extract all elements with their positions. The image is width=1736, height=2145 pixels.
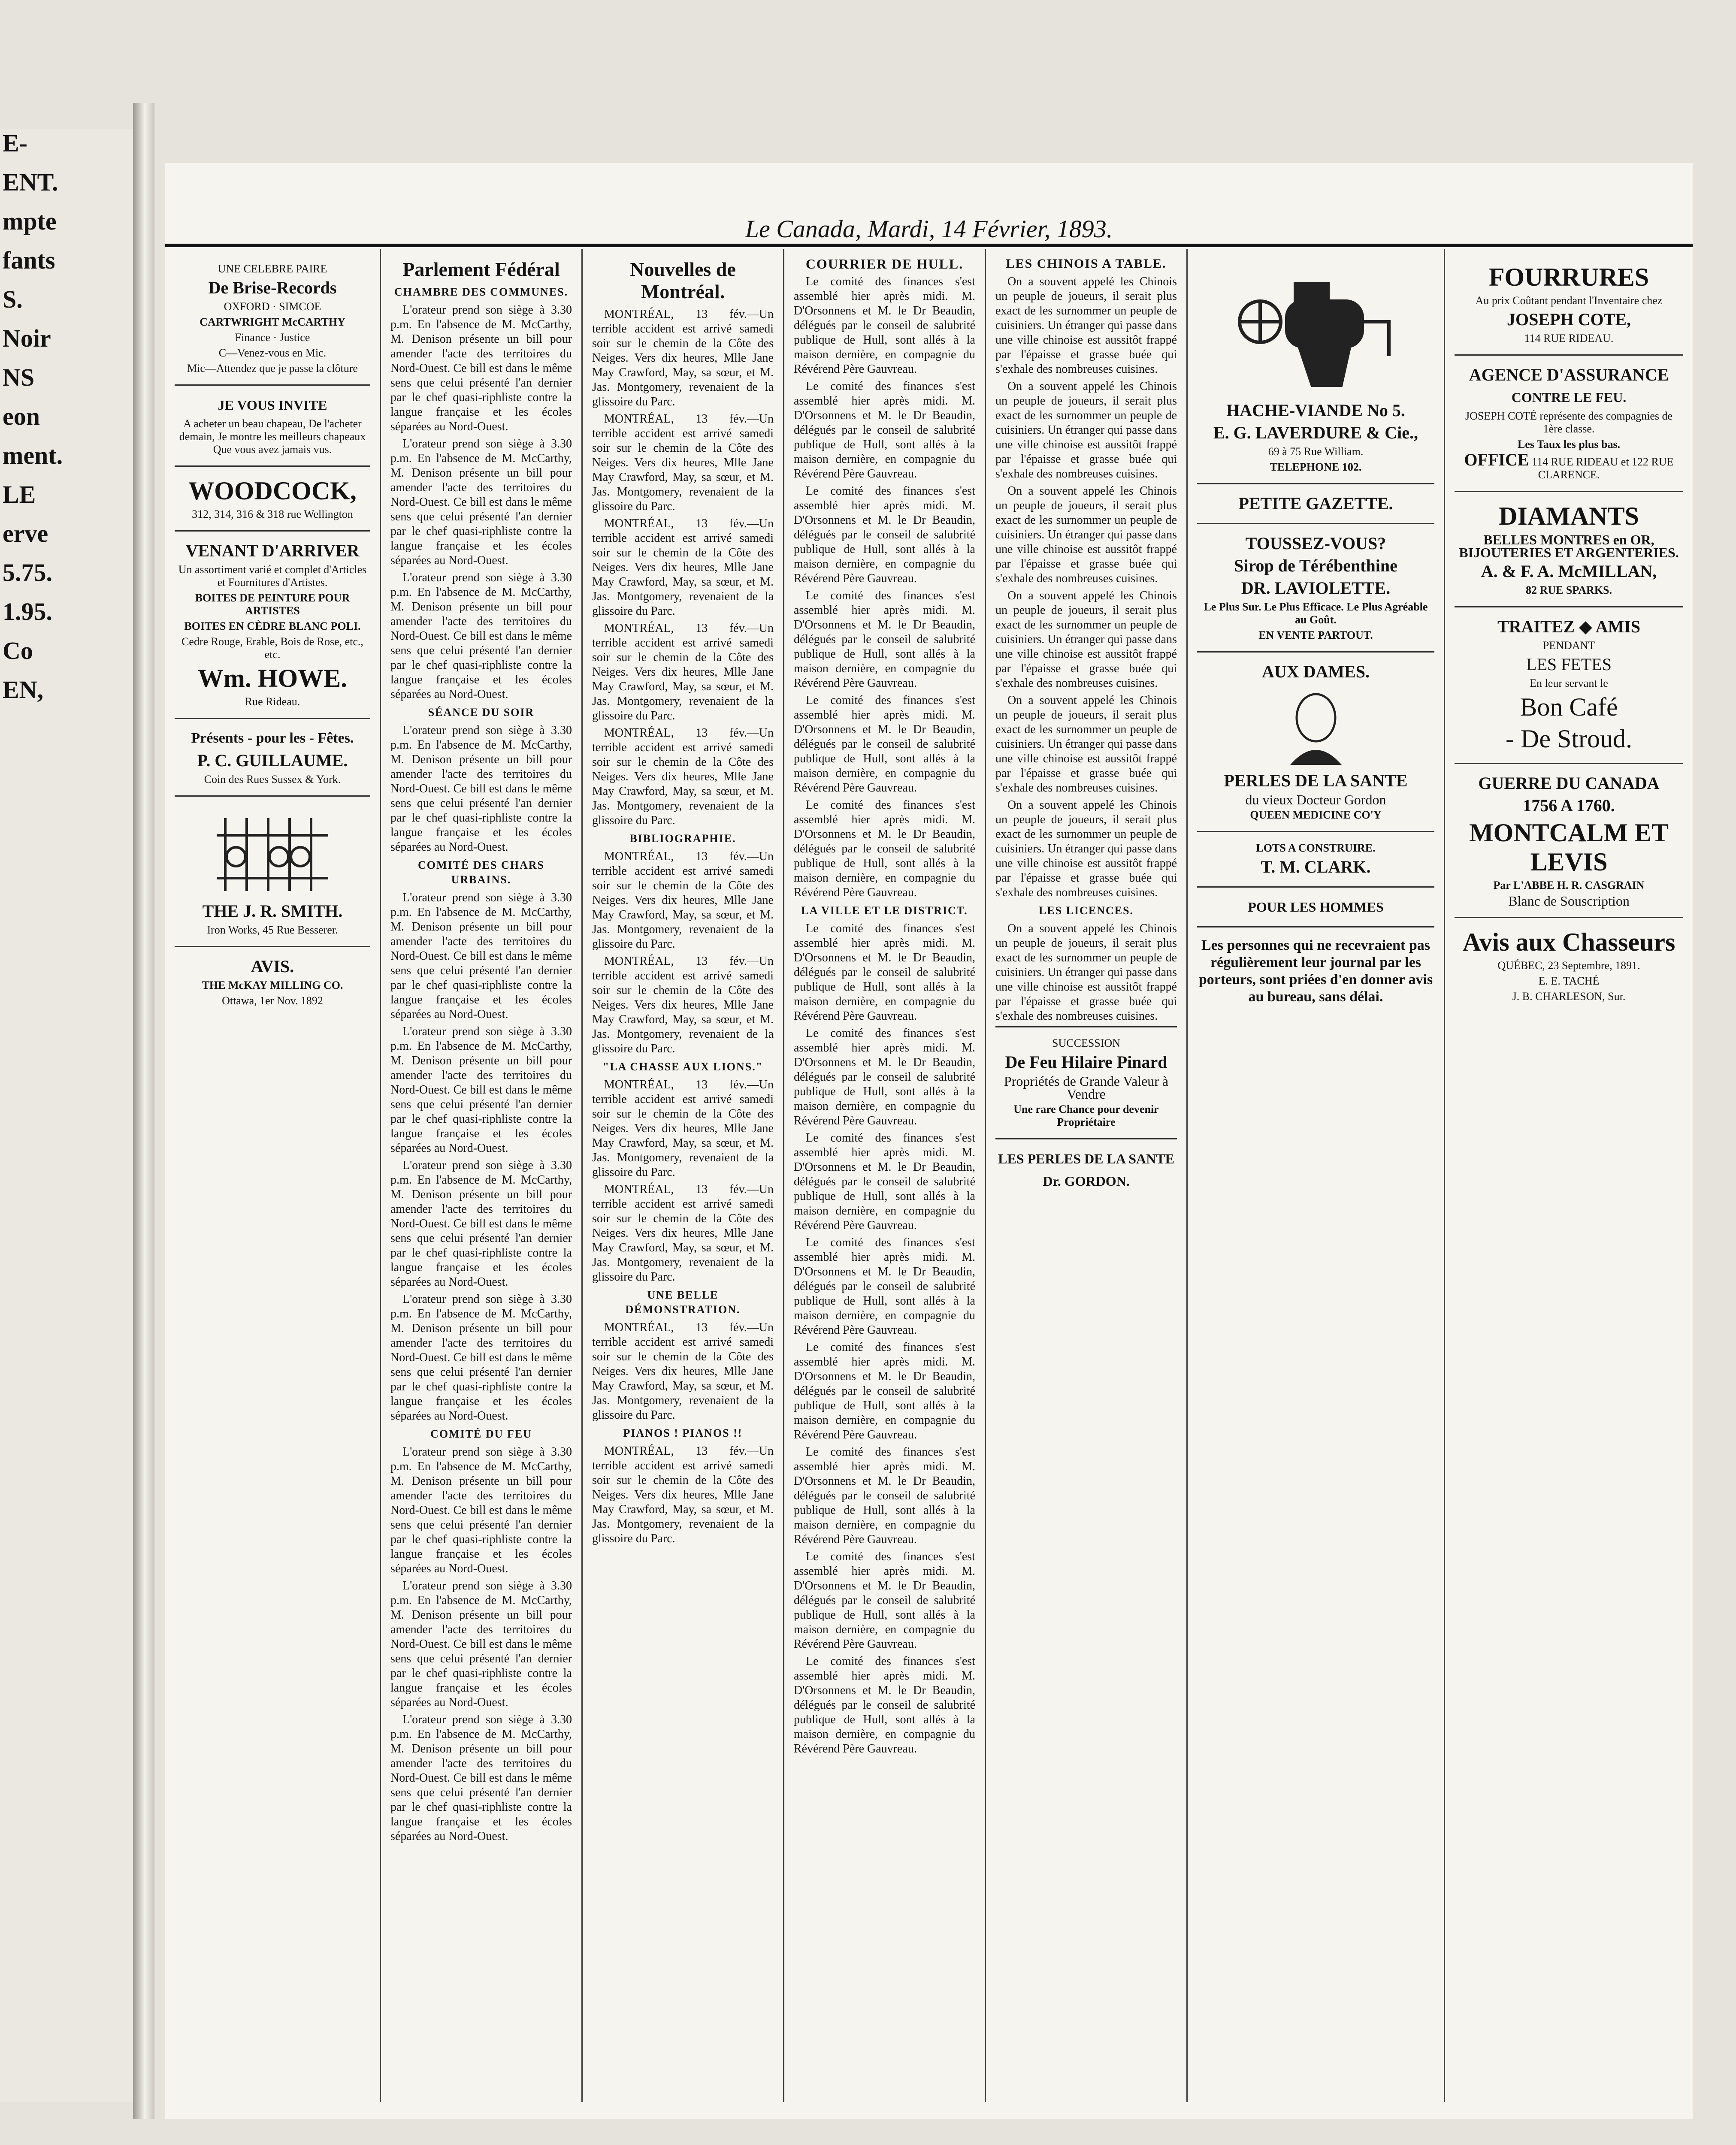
article-text: Le comité des finances s'est assemblé hier après midi. M. D'Orsonnens et M. le Dr Beaudin, délégués par le conseil de salubrité publique de Hull, sont allés à la maison dernière, en compagnie du Révérend Père Gauvreau.	[794, 1341, 975, 1441]
ad-title: POUR LES HOMMES	[1248, 899, 1384, 915]
ad-title: DR. LAVIOLETTE.	[1241, 578, 1391, 598]
ad-title: A. & F. A. McMILLAN,	[1481, 562, 1657, 581]
strip-text: Co	[3, 637, 33, 665]
ad-text: Cedre Rouge, Erable, Bois de Rose, etc., etc.	[181, 635, 363, 661]
strip-text: S.	[3, 285, 23, 313]
ad-cafe-stroud	[1455, 607, 1683, 764]
ad-howe	[175, 532, 370, 719]
article-text: MONTRÉAL, 13 fév.—Un terrible accident est arrivé samedi soir sur le chemin de la Côte des Neiges. Vers dix heures, Mlle Jane May Crawford, May, sa sœur, et M. Jas. Montgomery, revenaient de la glissoire du Parc.	[592, 622, 774, 722]
meat-grinder-icon	[1234, 266, 1397, 395]
ad-title: Sirop de Térébenthine	[1234, 556, 1397, 575]
strip-text: NS	[3, 363, 35, 391]
article-text: L'orateur prend son siège à 3.30 p.m. En l'absence de M. McCarthy, M. Denison présente un bill pour amender l'acte des territoires du Nord-Ouest. Ce bill est dans le même sens que celui présenté l'an dernier par le chef quasi-riphliste contre la langue française et les écoles séparées au Nord-Ouest.	[390, 303, 572, 433]
ad-text: 114 RUE RIDEAU.	[1524, 332, 1614, 344]
ad-text: du vieux Docteur Gordon	[1245, 792, 1386, 807]
strip-text: Noir	[3, 324, 51, 352]
subheading: CHAMBRE DES COMMUNES.	[394, 286, 569, 298]
article-text: On a souvent appelé les Chinois un peuple de joueurs, il serait plus exact de les surnommer un peuple de cuisiniers. Un étranger qui passe dans une ville chinoise est aussitôt frappé par l'épaisse et grasse buée qui s'exhale des nombreuses cuisines.	[995, 484, 1177, 585]
ad-title: LES FETES	[1526, 655, 1612, 674]
ad-text: 82 RUE SPARKS.	[1525, 584, 1612, 596]
column-ads-middle	[1186, 249, 1444, 2102]
notice-subscribers	[1197, 927, 1434, 1015]
strip-text: mpte	[3, 207, 57, 235]
ad-laviolette	[1197, 524, 1434, 653]
ad-mckay	[175, 947, 370, 1017]
article-text: MONTRÉAL, 13 fév.—Un terrible accident est arrivé samedi soir sur le chemin de la Côte des Neiges. Vers dix heures, Mlle Jane May Crawford, May, sa sœur, et M. Jas. Montgomery, revenaient de la glissoire du Parc.	[592, 1078, 774, 1179]
article-text: MONTRÉAL, 13 fév.—Un terrible accident est arrivé samedi soir sur le chemin de la Côte des Neiges. Vers dix heures, Mlle Jane May Crawford, May, sa sœur, et M. Jas. Montgomery, revenaient de la glissoire du Parc.	[592, 517, 774, 618]
adjacent-page-edge	[0, 129, 133, 2102]
ad-text: QUEEN MEDICINE CO'Y	[1250, 809, 1382, 821]
ad-text: BOITES EN CÈDRE BLANC POLI.	[184, 620, 361, 632]
ad-title: TRAITEZ	[1497, 617, 1575, 636]
ad-title: MONTCALM ET LEVIS	[1469, 819, 1669, 876]
ad-assurance	[1455, 356, 1683, 492]
ad-text: E. E. TACHÉ	[1538, 975, 1600, 987]
ad-text: Finance	[235, 331, 270, 344]
ad-title: OFFICE	[1464, 450, 1529, 469]
ad-text: 312, 314, 316 & 318 rue Wellington	[192, 508, 353, 520]
article-text: L'orateur prend son siège à 3.30 p.m. En l'absence de M. McCarthy, M. Denison présente un bill pour amender l'acte des territoires du Nord-Ouest. Ce bill est dans le même sens que celui présenté l'an dernier par le chef quasi-riphliste contre la langue française et les écoles séparées au Nord-Ouest.	[390, 1445, 572, 1575]
ad-text: 114 RUE RIDEAU et 122 RUE CLARENCE.	[1532, 456, 1674, 481]
article-text: Le comité des finances s'est assemblé hier après midi. M. D'Orsonnens et M. le Dr Beaudin, délégués par le conseil de salubrité publique de Hull, sont allés à la maison dernière, en compagnie du Révérend Père Gauvreau.	[794, 380, 975, 480]
ad-fourrures	[1455, 253, 1683, 356]
ad-text	[175, 316, 370, 329]
ad-text: QUÉBEC, 23 Septembre, 1891.	[1497, 959, 1640, 972]
ad-hats	[175, 386, 370, 467]
section-heading: LES CHINOIS A TABLE.	[1006, 257, 1167, 271]
ad-guillaume	[175, 719, 370, 797]
article-text: On a souvent appelé les Chinois un peuple de joueurs, il serait plus exact de les surnommer un peuple de cuisiniers. Un étranger qui passe dans une ville chinoise est aussitôt frappé par l'épaisse et grasse buée qui s'exhale des nombreuses cuisines.	[995, 275, 1177, 376]
article-text: MONTRÉAL, 13 fév.—Un terrible accident est arrivé samedi soir sur le chemin de la Côte des Neiges. Vers dix heures, Mlle Jane May Crawford, May, sa sœur, et M. Jas. Montgomery, revenaient de la glissoire du Parc.	[592, 726, 774, 827]
article-text: Le comité des finances s'est assemblé hier après midi. M. D'Orsonnens et M. le Dr Beaudin, délégués par le conseil de salubrité publique de Hull, sont allés à la maison dernière, en compagnie du Révérend Père Gauvreau.	[794, 1445, 975, 1546]
article-text: L'orateur prend son siège à 3.30 p.m. En l'absence de M. McCarthy, M. Denison présente un bill pour amender l'acte des territoires du Nord-Ouest. Ce bill est dans le même sens que celui présenté l'an dernier par le chef quasi-riphliste contre la langue française et les écoles séparées au Nord-Ouest.	[390, 1293, 572, 1423]
article-text: MONTRÉAL, 13 fév.—Un terrible accident est arrivé samedi soir sur le chemin de la Côte des Neiges. Vers dix heures, Mlle Jane May Crawford, May, sa sœur, et M. Jas. Montgomery, revenaient de la glissoire du Parc.	[592, 412, 774, 513]
ad-text: 69 à 75 Rue William.	[1268, 445, 1364, 458]
ad-diamants	[1455, 492, 1683, 607]
article-text: Le comité des finances s'est assemblé hier après midi. M. D'Orsonnens et M. le Dr Beaudin, délégués par le conseil de salubrité publique de Hull, sont allés à la maison dernière, en compagnie du Révérend Père Gauvreau.	[794, 922, 975, 1023]
ad-title: TOUSSEZ-VOUS?	[1245, 534, 1386, 553]
ad-text: Par L'ABBE H. R. CASGRAIN	[1493, 879, 1645, 891]
ad-text: Rue Rideau.	[245, 695, 300, 708]
article-text: On a souvent appelé les Chinois un peuple de joueurs, il serait plus exact de les surnommer un peuple de cuisiniers. Un étranger qui passe dans une ville chinoise est aussitôt frappé par l'épaisse et grasse buée qui s'exhale des nombreuses cuisines.	[995, 798, 1177, 899]
article-text: On a souvent appelé les Chinois un peuple de joueurs, il serait plus exact de les surnommer un peuple de cuisiniers. Un étranger qui passe dans une ville chinoise est aussitôt frappé par l'épaisse et grasse buée qui s'exhale des nombreuses cuisines.	[995, 694, 1177, 795]
ad-montcalm-levis	[1455, 764, 1683, 918]
ad-text: J. B. CHARLESON, Sur.	[1512, 990, 1626, 1003]
ad-text: CARTWRIGHT	[200, 316, 279, 328]
ad-title: JE VOUS INVITE	[218, 397, 327, 413]
ad-text: BOITES DE PEINTURE POUR ARTISTES	[195, 592, 350, 617]
ad-text: EN VENTE PARTOUT.	[1258, 629, 1373, 641]
page-fold-shadow	[133, 103, 154, 2119]
notice-text: Les personnes qui ne recevraient pas régulièrement leur journal par les porteurs, sont priées d'en donner avis au bureau, sans délai.	[1198, 937, 1433, 1005]
ad-title: 1756 A 1760.	[1523, 796, 1615, 815]
ad-title: AMIS	[1595, 617, 1641, 636]
ad-title: DIAMANTS	[1499, 502, 1639, 530]
strip-text: E-	[3, 129, 27, 157]
subheading: BIBLIOGRAPHIE.	[629, 832, 736, 845]
section-heading: Parlement Fédéral	[402, 258, 560, 280]
article-text: L'orateur prend son siège à 3.30 p.m. En l'absence de M. McCarthy, M. Denison présente un bill pour amender l'acte des territoires du Nord-Ouest. Ce bill est dans le même sens que celui présenté l'an dernier par le chef quasi-riphliste contre la langue française et les écoles séparées au Nord-Ouest.	[390, 571, 572, 701]
subheading: LES LICENCES.	[1038, 904, 1134, 917]
strip-text: eon	[3, 402, 40, 430]
ad-petite-gazette	[1197, 484, 1434, 524]
strip-text: LE	[3, 480, 36, 508]
iron-fence-icon	[208, 810, 337, 895]
ad-brise-records	[175, 253, 370, 386]
ad-title: De Brise-Records	[208, 278, 337, 297]
ad-title: TRAITEZ ◆ AMIS	[1497, 617, 1641, 636]
strip-text: ment.	[3, 441, 63, 469]
ad-title: T. M. CLARK.	[1261, 857, 1371, 876]
ad-text: McCARTHY	[282, 316, 345, 328]
article-text: Le comité des finances s'est assemblé hier après midi. M. D'Orsonnens et M. le Dr Beaudin, délégués par le conseil de salubrité publique de Hull, sont allés à la maison dernière, en compagnie du Révérend Père Gauvreau.	[794, 1236, 975, 1337]
ad-title: AUX DAMES.	[1261, 662, 1370, 681]
article-text: L'orateur prend son siège à 3.30 p.m. En l'absence de M. McCarthy, M. Denison présente un bill pour amender l'acte des territoires du Nord-Ouest. Ce bill est dans le même sens que celui présenté l'an dernier par le chef quasi-riphliste contre la langue française et les écoles séparées au Nord-Ouest.	[390, 1159, 572, 1289]
ad-hache-viande	[1197, 253, 1434, 484]
ad-title: Wm. HOWE.	[197, 664, 348, 692]
article-text: Le comité des finances s'est assemblé hier après midi. M. D'Orsonnens et M. le Dr Beaudin, délégués par le conseil de salubrité publique de Hull, sont allés à la maison dernière, en compagnie du Révérend Père Gauvreau.	[794, 1550, 975, 1651]
ad-text: JOSEPH COTÉ représente des compagnies de 1ère classe.	[1465, 410, 1673, 435]
ad-title: HACHE-VIANDE No 5.	[1226, 401, 1405, 420]
ad-title: JOSEPH COTE,	[1507, 310, 1631, 329]
article-text: MONTRÉAL, 13 fév.—Un terrible accident est arrivé samedi soir sur le chemin de la Côte des Neiges. Vers dix heures, Mlle Jane May Crawford, May, sa sœur, et M. Jas. Montgomery, revenaient de la glissoire du Parc.	[592, 1444, 774, 1545]
ad-title: AVIS.	[251, 957, 294, 976]
column-ads-left	[165, 249, 380, 2102]
ad-title: CONTRE LE FEU.	[1511, 390, 1627, 405]
article-text: L'orateur prend son siège à 3.30 p.m. En l'absence de M. McCarthy, M. Denison présente un bill pour amender l'acte des territoires du Nord-Ouest. Ce bill est dans le même sens que celui présenté l'an dernier par le chef quasi-riphliste contre la langue française et les écoles séparées au Nord-Ouest.	[390, 437, 572, 567]
ad-title: Présents - pour les - Fêtes.	[191, 730, 354, 746]
subheading: SÉANCE DU SOIR	[428, 706, 535, 719]
lady-portrait-icon	[1282, 688, 1350, 765]
article-text: L'orateur prend son siège à 3.30 p.m. En l'absence de M. McCarthy, M. Denison présente un bill pour amender l'acte des territoires du Nord-Ouest. Ce bill est dans le même sens que celui présenté l'an dernier par le chef quasi-riphliste contre la langue française et les écoles séparées au Nord-Ouest.	[390, 1025, 572, 1155]
article-text: Le comité des finances s'est assemblé hier après midi. M. D'Orsonnens et M. le Dr Beaudin, délégués par le conseil de salubrité publique de Hull, sont allés à la maison dernière, en compagnie du Révérend Père Gauvreau.	[794, 694, 975, 795]
ad-text: BELLES MONTRES en OR, BIJOUTERIES ET ARGENTERIES.	[1459, 532, 1679, 560]
ad-text: Blanc de Souscription	[1508, 893, 1630, 909]
article-text: On a souvent appelé les Chinois un peuple de joueurs, il serait plus exact de les surnommer un peuple de cuisiniers. Un étranger qui passe dans une ville chinoise est aussitôt frappé par l'épaisse et grasse buée qui s'exhale des nombreuses cuisines.	[995, 922, 1177, 1023]
subheading: COMITÉ DES CHARS URBAINS.	[418, 859, 544, 886]
ad-text: OXFORD · SIMCOE	[224, 300, 321, 313]
ad-succession-pinard	[995, 1026, 1177, 1139]
ad-text: Un assortiment varié et complet d'Articles et Fournitures d'Artistes.	[178, 563, 367, 589]
strip-text: 1.95.	[3, 598, 52, 625]
newspaper-page	[165, 163, 1693, 2119]
section-heading: Nouvelles de Montréal.	[630, 258, 736, 302]
ad-title: VENANT D'ARRIVER	[185, 541, 360, 560]
ad-text: En leur servant le	[1530, 677, 1608, 689]
strip-text: fants	[3, 246, 55, 274]
ad-text: Finance · Justice	[235, 331, 310, 344]
ad-text	[1455, 450, 1683, 481]
article-text: L'orateur prend son siège à 3.30 p.m. En l'absence de M. McCarthy, M. Denison présente un bill pour amender l'acte des territoires du Nord-Ouest. Ce bill est dans le même sens que celui présenté l'an dernier par le chef quasi-riphliste contre la langue française et les écoles séparées au Nord-Ouest.	[390, 1713, 572, 1843]
subheading: COMITÉ DU FEU	[430, 1428, 532, 1440]
ad-text: Au prix Coûtant pendant l'Inventaire chez	[1475, 294, 1663, 307]
ad-title: GUERRE DU CANADA	[1478, 773, 1660, 793]
column-hull	[783, 249, 985, 2102]
masthead-rule	[165, 244, 1693, 247]
column-ads-right	[1444, 249, 1693, 2102]
ad-perles-sante	[995, 1139, 1177, 1200]
ad-text: Propriétés de Grande Valeur à Vendre	[1004, 1073, 1169, 1102]
ad-title: FOURRURES	[1488, 263, 1649, 291]
ad-text: Une rare Chance pour devenir Propriétaire	[1013, 1103, 1159, 1128]
article-text: Le comité des finances s'est assemblé hier après midi. M. D'Orsonnens et M. le Dr Beaudin, délégués par le conseil de salubrité publique de Hull, sont allés à la maison dernière, en compagnie du Révérend Père Gauvreau.	[794, 1027, 975, 1127]
strip-text: ENT.	[3, 168, 58, 196]
ad-title: THE J. R. SMITH.	[202, 901, 343, 921]
strip-text: EN,	[3, 676, 44, 704]
ad-text: Ottawa, 1er Nov. 1892	[222, 994, 323, 1007]
ad-title: Bon Café	[1520, 693, 1618, 721]
ad-text: TELEPHONE 102.	[1270, 461, 1362, 473]
column-parlement	[380, 249, 581, 2102]
ad-title: P. C. GUILLAUME.	[197, 751, 348, 770]
ad-text: LOTS A CONSTRUIRE.	[1256, 842, 1376, 854]
ad-smith	[175, 797, 370, 947]
article-text: Le comité des finances s'est assemblé hier après midi. M. D'Orsonnens et M. le Dr Beaudin, délégués par le conseil de salubrité publique de Hull, sont allés à la maison dernière, en compagnie du Révérend Père Gauvreau.	[794, 275, 975, 376]
ad-text: Les Taux les plus bas.	[1517, 438, 1621, 450]
ad-title: Dr. GORDON.	[1043, 1173, 1130, 1189]
article-text: L'orateur prend son siège à 3.30 p.m. En l'absence de M. McCarthy, M. Denison présente un bill pour amender l'acte des territoires du Nord-Ouest. Ce bill est dans le même sens que celui présenté l'an dernier par le chef quasi-riphliste contre la langue française et les écoles séparées au Nord-Ouest.	[390, 724, 572, 854]
article-text: MONTRÉAL, 13 fév.—Un terrible accident est arrivé samedi soir sur le chemin de la Côte des Neiges. Vers dix heures, Mlle Jane May Crawford, May, sa sœur, et M. Jas. Montgomery, revenaient de la glissoire du Parc.	[592, 850, 774, 951]
ad-text: C—Venez-vous en Mic.	[218, 347, 327, 359]
article-text: L'orateur prend son siège à 3.30 p.m. En l'absence de M. McCarthy, M. Denison présente un bill pour amender l'acte des territoires du Nord-Ouest. Ce bill est dans le même sens que celui présenté l'an dernier par le chef quasi-riphliste contre la langue française et les écoles séparées au Nord-Ouest.	[390, 891, 572, 1021]
ad-title: E. G. LAVERDURE & Cie.,	[1213, 423, 1418, 442]
article-text: Le comité des finances s'est assemblé hier après midi. M. D'Orsonnens et M. le Dr Beaudin, délégués par le conseil de salubrité publique de Hull, sont allés à la maison dernière, en compagnie du Révérend Père Gauvreau.	[794, 484, 975, 585]
article-text: MONTRÉAL, 13 fév.—Un terrible accident est arrivé samedi soir sur le chemin de la Côte des Neiges. Vers dix heures, Mlle Jane May Crawford, May, sa sœur, et M. Jas. Montgomery, revenaient de la glissoire du Parc.	[592, 955, 774, 1055]
article-text: MONTRÉAL, 13 fév.—Un terrible accident est arrivé samedi soir sur le chemin de la Côte des Neiges. Vers dix heures, Mlle Jane May Crawford, May, sa sœur, et M. Jas. Montgomery, revenaient de la glissoire du Parc.	[592, 1183, 774, 1284]
ad-perles-dames	[1197, 653, 1434, 832]
ad-title: Avis aux Chasseurs	[1462, 928, 1676, 956]
masthead: Le Canada, Mardi, 14 Février, 1893.	[745, 215, 1113, 243]
column-chinois	[985, 249, 1186, 2102]
subheading: LA VILLE ET LE DISTRICT.	[801, 904, 968, 917]
ad-text: THE McKAY MILLING CO.	[202, 979, 343, 991]
ad-title: LES PERLES DE LA SANTE	[998, 1151, 1174, 1166]
ad-text: Coin des Rues Sussex & York.	[204, 773, 341, 785]
ad-title: AGENCE D'ASSURANCE	[1469, 365, 1669, 384]
article-text: Le comité des finances s'est assemblé hier après midi. M. D'Orsonnens et M. le Dr Beaudin, délégués par le conseil de salubrité publique de Hull, sont allés à la maison dernière, en compagnie du Révérend Père Gauvreau.	[794, 1131, 975, 1232]
strip-text: erve	[3, 520, 48, 547]
article-text: On a souvent appelé les Chinois un peuple de joueurs, il serait plus exact de les surnommer un peuple de cuisiniers. Un étranger qui passe dans une ville chinoise est aussitôt frappé par l'épaisse et grasse buée qui s'exhale des nombreuses cuisines.	[995, 380, 1177, 480]
ad-text: A acheter un beau chapeau, De l'acheter demain, Je montre les meilleurs chapeaux Que vous avez jamais vus.	[179, 417, 366, 456]
ad-text: Iron Works, 45 Rue Besserer.	[207, 924, 338, 936]
ad-text: PENDANT	[1542, 639, 1595, 652]
subheading: "LA CHASSE AUX LIONS."	[602, 1060, 763, 1073]
section-heading: COURRIER DE HULL.	[805, 256, 964, 272]
ad-text: SIMCOE	[279, 300, 321, 313]
article-text: Le comité des finances s'est assemblé hier après midi. M. D'Orsonnens et M. le Dr Beaudin, délégués par le conseil de salubrité publique de Hull, sont allés à la maison dernière, en compagnie du Révérend Père Gauvreau.	[794, 798, 975, 899]
ad-text: Le Plus Sur. Le Plus Efficace. Le Plus Agréable au Goût.	[1204, 601, 1428, 626]
ad-hommes	[1197, 888, 1434, 927]
article-text: MONTRÉAL, 13 fév.—Un terrible accident est arrivé samedi soir sur le chemin de la Côte des Neiges. Vers dix heures, Mlle Jane May Crawford, May, sa sœur, et M. Jas. Montgomery, revenaient de la glissoire du Parc.	[592, 1321, 774, 1422]
ad-text: Justice	[279, 331, 310, 344]
column-montreal	[581, 249, 783, 2102]
subheading: PIANOS ! PIANOS !!	[623, 1427, 743, 1439]
article-text: L'orateur prend son siège à 3.30 p.m. En l'absence de M. McCarthy, M. Denison présente un bill pour amender l'acte des territoires du Nord-Ouest. Ce bill est dans le même sens que celui présenté l'an dernier par le chef quasi-riphliste contre la langue française et les écoles séparées au Nord-Ouest.	[390, 1579, 572, 1709]
ad-text: Mic—Attendez que je passe la clôture	[187, 362, 358, 375]
ad-title: PETITE GAZETTE.	[1238, 494, 1393, 513]
ad-text: UNE CELEBRE PAIRE	[218, 263, 327, 275]
ad-clark	[1197, 832, 1434, 888]
ad-title: De Feu Hilaire Pinard	[1005, 1052, 1167, 1072]
article-text: Le comité des finances s'est assemblé hier après midi. M. D'Orsonnens et M. le Dr Beaudin, délégués par le conseil de salubrité publique de Hull, sont allés à la maison dernière, en compagnie du Révérend Père Gauvreau.	[794, 1655, 975, 1755]
article-text: On a souvent appelé les Chinois un peuple de joueurs, il serait plus exact de les surnommer un peuple de cuisiniers. Un étranger qui passe dans une ville chinoise est aussitôt frappé par l'épaisse et grasse buée qui s'exhale des nombreuses cuisines.	[995, 589, 1177, 690]
ad-title: WOODCOCK,	[188, 477, 357, 505]
ad-text: OXFORD	[224, 300, 270, 313]
ad-chasseurs	[1455, 918, 1683, 1012]
strip-text: 5.75.	[3, 559, 52, 586]
ad-title: PERLES DE LA SANTE	[1224, 771, 1408, 790]
ad-woodcock	[175, 467, 370, 532]
article-text: MONTRÉAL, 13 fév.—Un terrible accident est arrivé samedi soir sur le chemin de la Côte des Neiges. Vers dix heures, Mlle Jane May Crawford, May, sa sœur, et M. Jas. Montgomery, revenaient de la glissoire du Parc.	[592, 308, 774, 408]
article-text: Le comité des finances s'est assemblé hier après midi. M. D'Orsonnens et M. le Dr Beaudin, délégués par le conseil de salubrité publique de Hull, sont allés à la maison dernière, en compagnie du Révérend Père Gauvreau.	[794, 589, 975, 690]
ad-title: - De Stroud.	[1506, 725, 1632, 753]
ad-text: SUCCESSION	[1052, 1037, 1120, 1049]
subheading: UNE BELLE DÉMONSTRATION.	[625, 1289, 741, 1316]
